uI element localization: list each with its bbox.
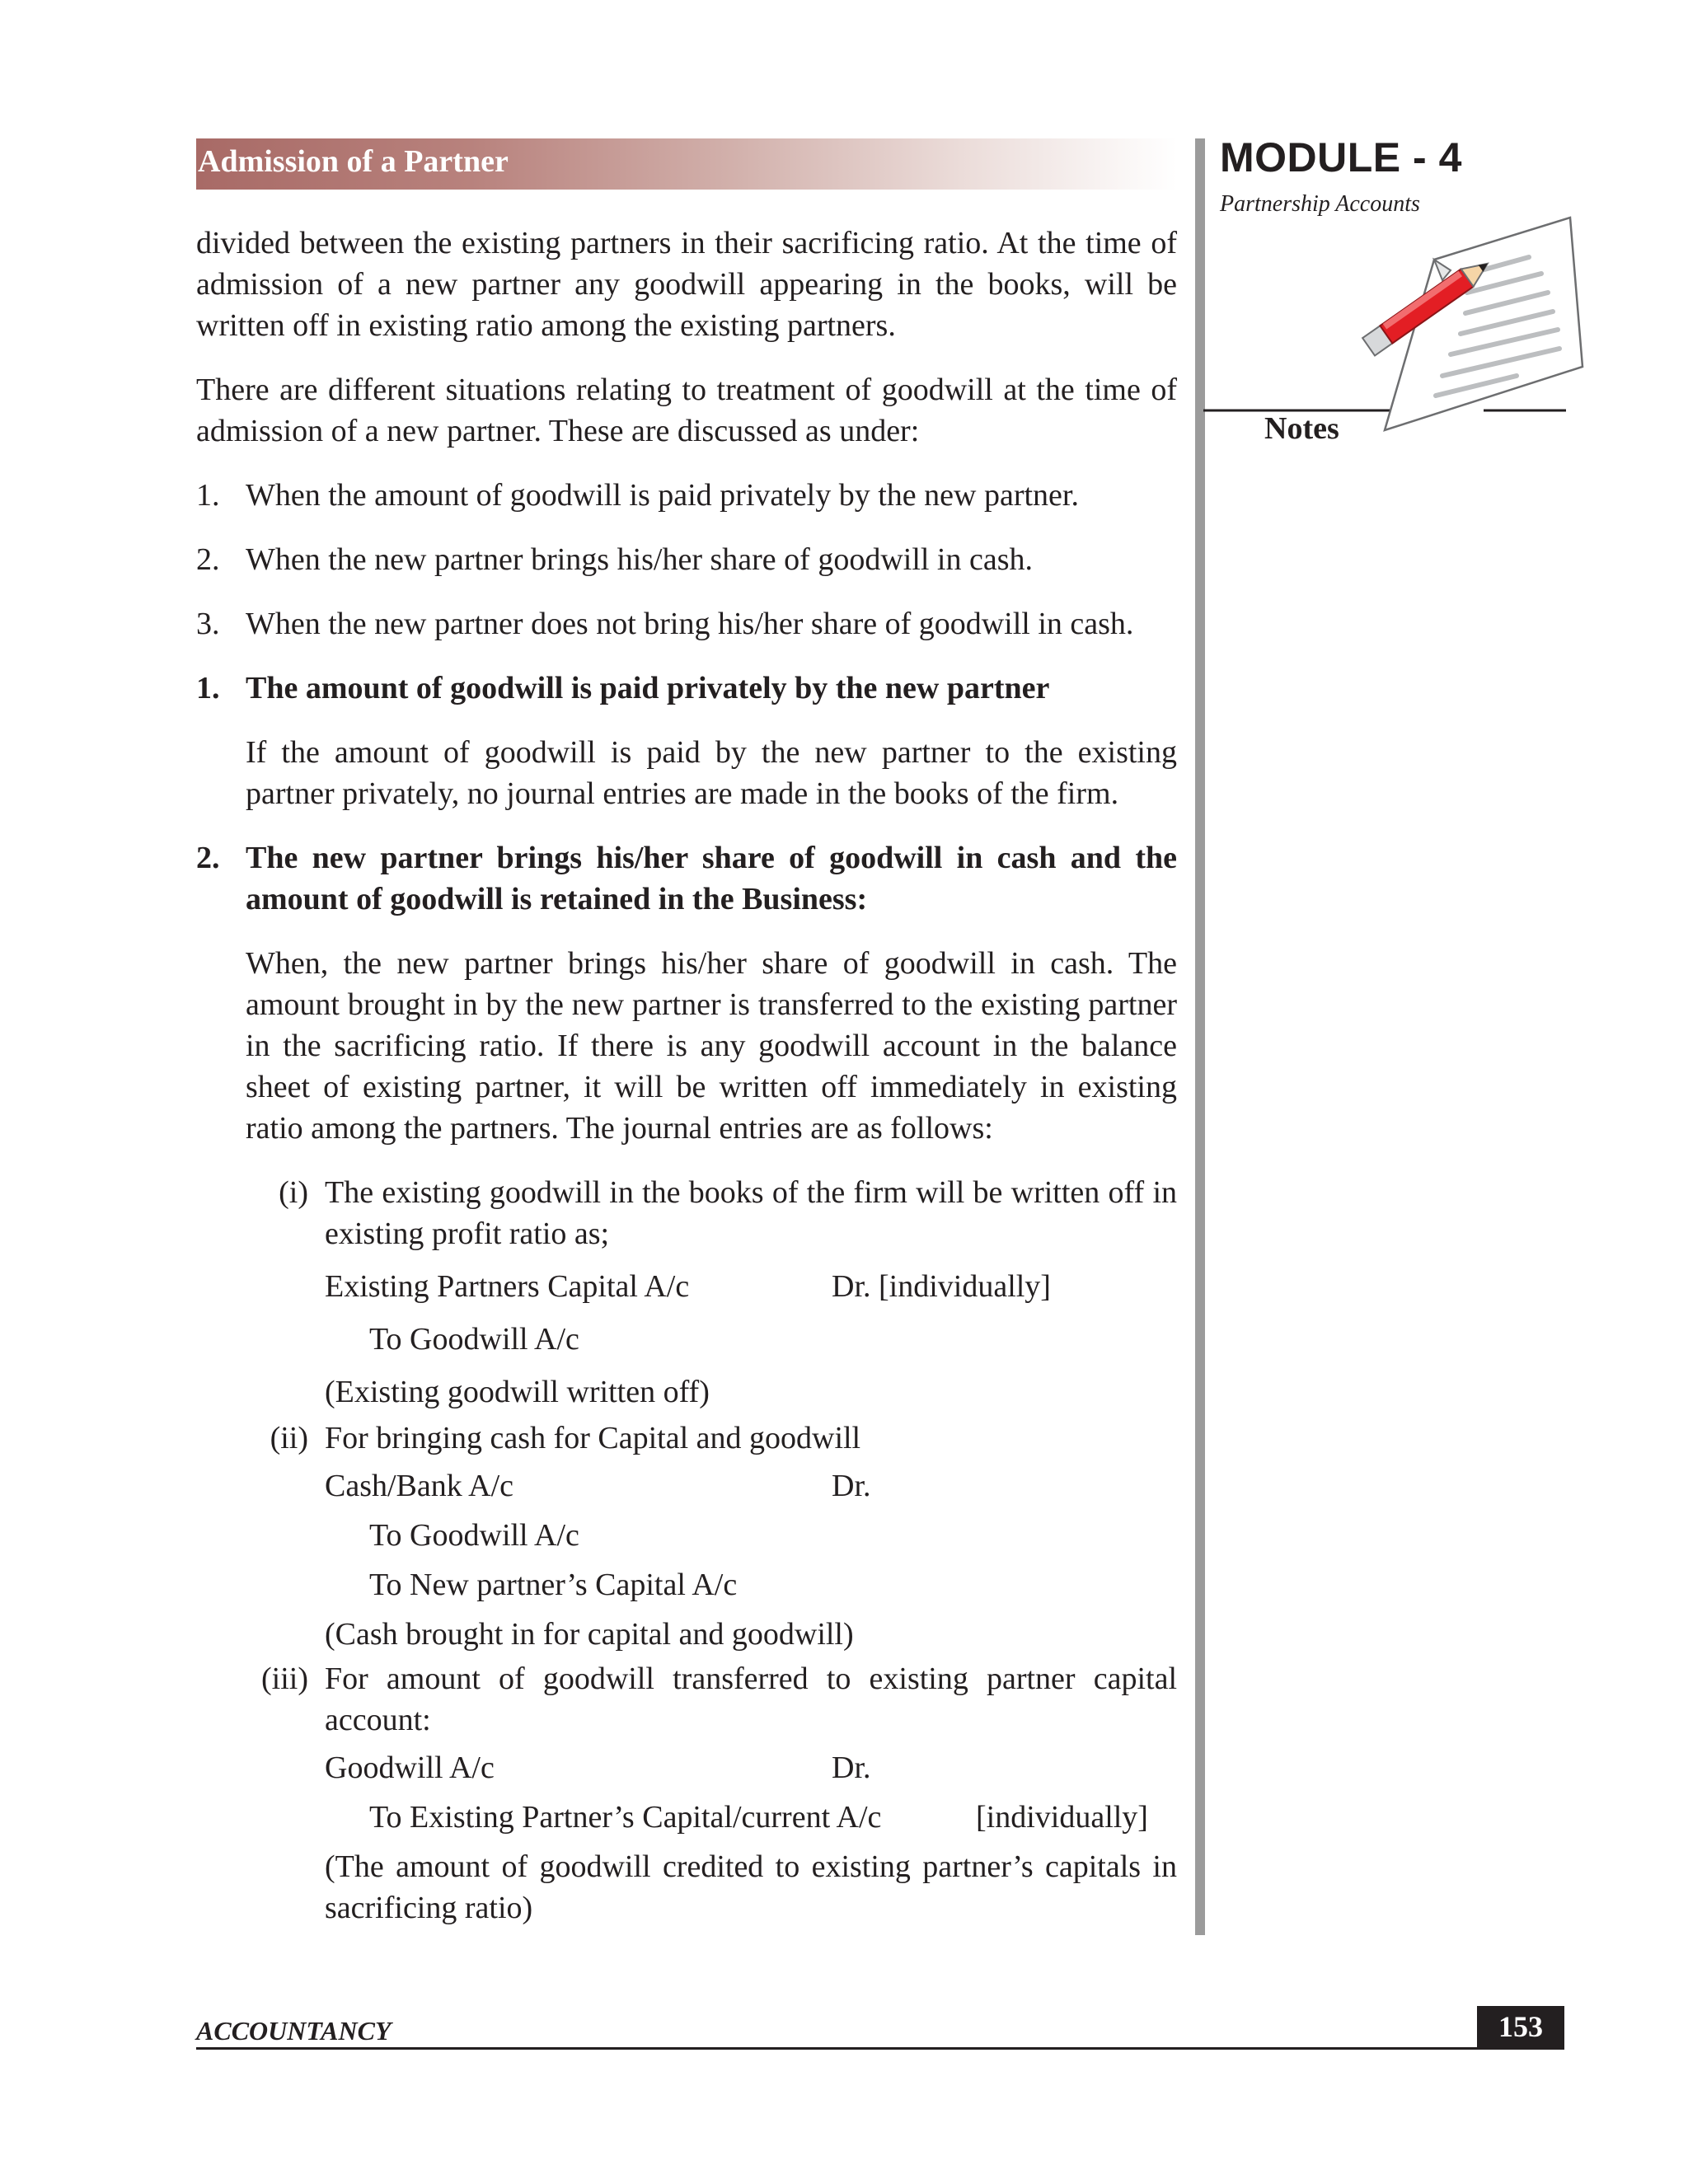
page-number: 153 <box>1477 2006 1564 2047</box>
credit-line: To Goodwill A/c <box>369 1322 579 1357</box>
debit-account: Existing Partners Capital A/c <box>325 1269 690 1304</box>
debit-account: Goodwill A/c <box>325 1750 495 1785</box>
narration: (Existing goodwill written off) <box>325 1375 710 1409</box>
credit-line <box>325 1797 1177 1838</box>
module-subtitle: Partnership Accounts <box>1220 191 1420 217</box>
journal-entry-iii <box>261 1658 1177 1929</box>
heading-number: 1. <box>196 671 220 705</box>
narration: (Cash brought in for capital and goodwill) <box>325 1617 854 1652</box>
entry-number: (iii) <box>261 1661 308 1696</box>
entry-description: The existing goodwill in the books of the firm will be written off in existing profit ratio as; <box>325 1175 1177 1251</box>
heading-number: 2. <box>196 841 220 875</box>
section-heading-2 <box>196 837 1177 920</box>
debit-mark: Dr. <box>832 1750 871 1785</box>
paragraph-situations: There are different situations relating to treatment of goodwill at the time of admission of a new partner. These are discussed as under: <box>196 373 1177 448</box>
debit-line <box>325 1747 1177 1788</box>
entry-description: For amount of goodwill transferred to existing partner capital account: <box>325 1661 1177 1737</box>
debit-mark: Dr. [individually] <box>832 1269 1051 1304</box>
main-content <box>196 223 1177 1929</box>
entry-number: (ii) <box>270 1421 308 1455</box>
list-text: When the amount of goodwill is paid privately by the new partner. <box>246 478 1079 513</box>
section-heading-1 <box>196 668 1177 709</box>
credit-account: To Existing Partner’s Capital/current A/c <box>369 1800 882 1835</box>
footer-rule <box>196 2047 1564 2050</box>
section-2-text: When, the new partner brings his/her share of goodwill in cash. The amount brought in by the new partner is transferred to the existing partner in the sacrificing ratio. If there is any goodwill account in the balance sheet of existing partner, it will be written off immediately in existing ratio among the partners. The journal entries are as follows: <box>246 946 1177 1146</box>
list-item <box>196 475 1177 516</box>
list-item <box>196 603 1177 644</box>
notes-label: Notes <box>1264 411 1339 446</box>
credit-line: To Goodwill A/c <box>369 1518 579 1553</box>
paragraph-intro: divided between the existing partners in their sacrificing ratio. At the time of admission of a new partner any goodwill appearing in the books, will be written off in existing ratio among the existing partners. <box>196 226 1177 343</box>
heading-text: The amount of goodwill is paid privately by the new partner <box>246 671 1050 705</box>
entry-number: (i) <box>279 1175 308 1210</box>
narration: (The amount of goodwill credited to existing partner’s capitals in sacrificing ratio) <box>325 1849 1177 1925</box>
section-1-text: If the amount of goodwill is paid by the new partner to the existing partner privately, no journal entries are made in the books of the firm. <box>246 735 1177 811</box>
journal-entry-ii <box>270 1418 1177 1655</box>
list-number: 3. <box>196 607 220 641</box>
debit-line <box>325 1465 1177 1507</box>
list-text: When the new partner brings his/her share of goodwill in cash. <box>246 542 1034 577</box>
heading-text: The new partner brings his/her share of goodwill in cash and the amount of goodwill is retained in the Business: <box>246 841 1177 916</box>
credit-line: To New partner’s Capital A/c <box>369 1568 738 1602</box>
debit-account: Cash/Bank A/c <box>325 1469 514 1503</box>
section-title: Admission of a Partner <box>198 144 509 179</box>
module-title: MODULE - 4 <box>1220 134 1462 180</box>
debit-mark: Dr. <box>832 1469 871 1503</box>
footer-subject: ACCOUNTANCY <box>196 2016 392 2046</box>
list-text: When the new partner does not bring his/her share of goodwill in cash. <box>246 607 1134 641</box>
journal-entry-i <box>279 1172 1177 1413</box>
list-number: 1. <box>196 478 220 513</box>
notepad-pencil-icon <box>1203 214 1591 445</box>
list-item <box>196 539 1177 580</box>
section-header-bar <box>196 138 1177 190</box>
debit-line <box>325 1266 1177 1307</box>
entry-description: For bringing cash for Capital and goodwill <box>325 1421 861 1455</box>
credit-mark: [individually] <box>976 1800 1148 1835</box>
list-number: 2. <box>196 542 220 577</box>
